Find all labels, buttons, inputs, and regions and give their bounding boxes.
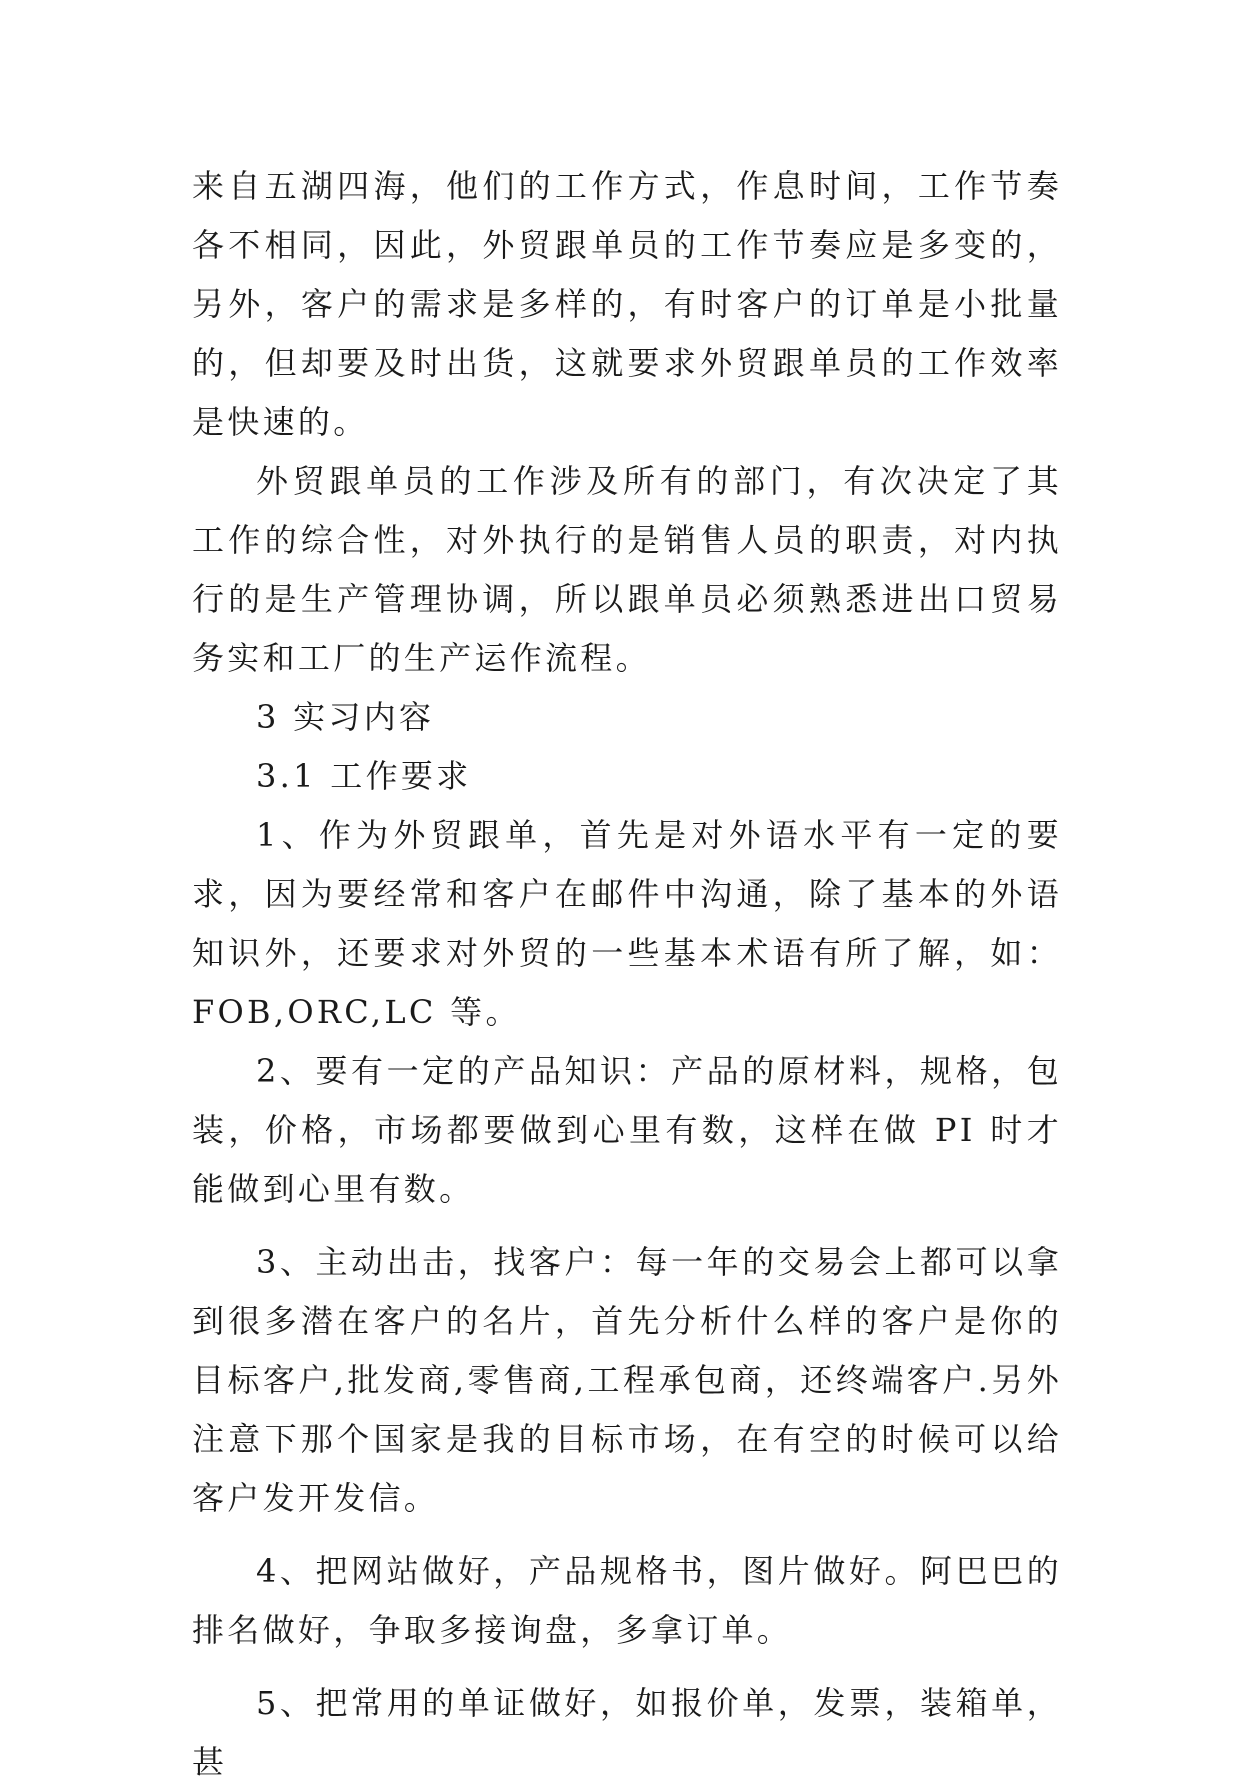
paragraph-gap xyxy=(192,1528,1062,1542)
paragraph-requirement-1: 1、作为外贸跟单，首先是对外语水平有一定的要求，因为要经常和客户在邮件中沟通，除了基本的外语知识外，还要求对外贸的一些基本术语有所了解，如：FOB,ORC,LC 等。 xyxy=(192,816,1062,1031)
document-body xyxy=(192,157,1062,1792)
subsection-heading-work-requirements: 3.1 工作要求 xyxy=(256,757,472,795)
paragraph-gap xyxy=(192,1219,1062,1233)
section-heading-internship-content: 3 实习内容 xyxy=(256,698,435,736)
paragraph-requirement-3: 3、主动出击，找客户：每一年的交易会上都可以拿到很多潜在客户的名片，首先分析什么样的客户是你的目标客户,批发商,零售商,工程承包商，还终端客户.另外注意下那个国家是我的目标市场，在有空的时候可以给客户发开发信。 xyxy=(192,1243,1062,1517)
paragraph-departments: 外贸跟单员的工作涉及所有的部门，有次决定了其工作的综合性，对外执行的是销售人员的职责，对内执行的是生产管理协调，所以跟单员必须熟悉进出口贸易务实和工厂的生产运作流程。 xyxy=(192,462,1062,677)
paragraph-work-rhythm: 来自五湖四海，他们的工作方式，作息时间，工作节奏各不相同，因此，外贸跟单员的工作节奏应是多变的，另外，客户的需求是多样的，有时客户的订单是小批量的，但却要及时出货，这就要求外贸跟单员的工作效率是快速的。 xyxy=(192,167,1062,441)
paragraph-gap xyxy=(192,1660,1062,1674)
paragraph-requirement-5: 5、把常用的单证做好，如报价单，发票，装箱单，甚 xyxy=(192,1684,1062,1781)
paragraph-requirement-2: 2、要有一定的产品知识：产品的原材料，规格，包装，价格，市场都要做到心里有数，这样在做 PI 时才能做到心里有数。 xyxy=(192,1052,1062,1208)
paragraph-requirement-4: 4、把网站做好，产品规格书，图片做好。阿巴巴的排名做好，争取多接询盘，多拿订单。 xyxy=(192,1552,1062,1649)
